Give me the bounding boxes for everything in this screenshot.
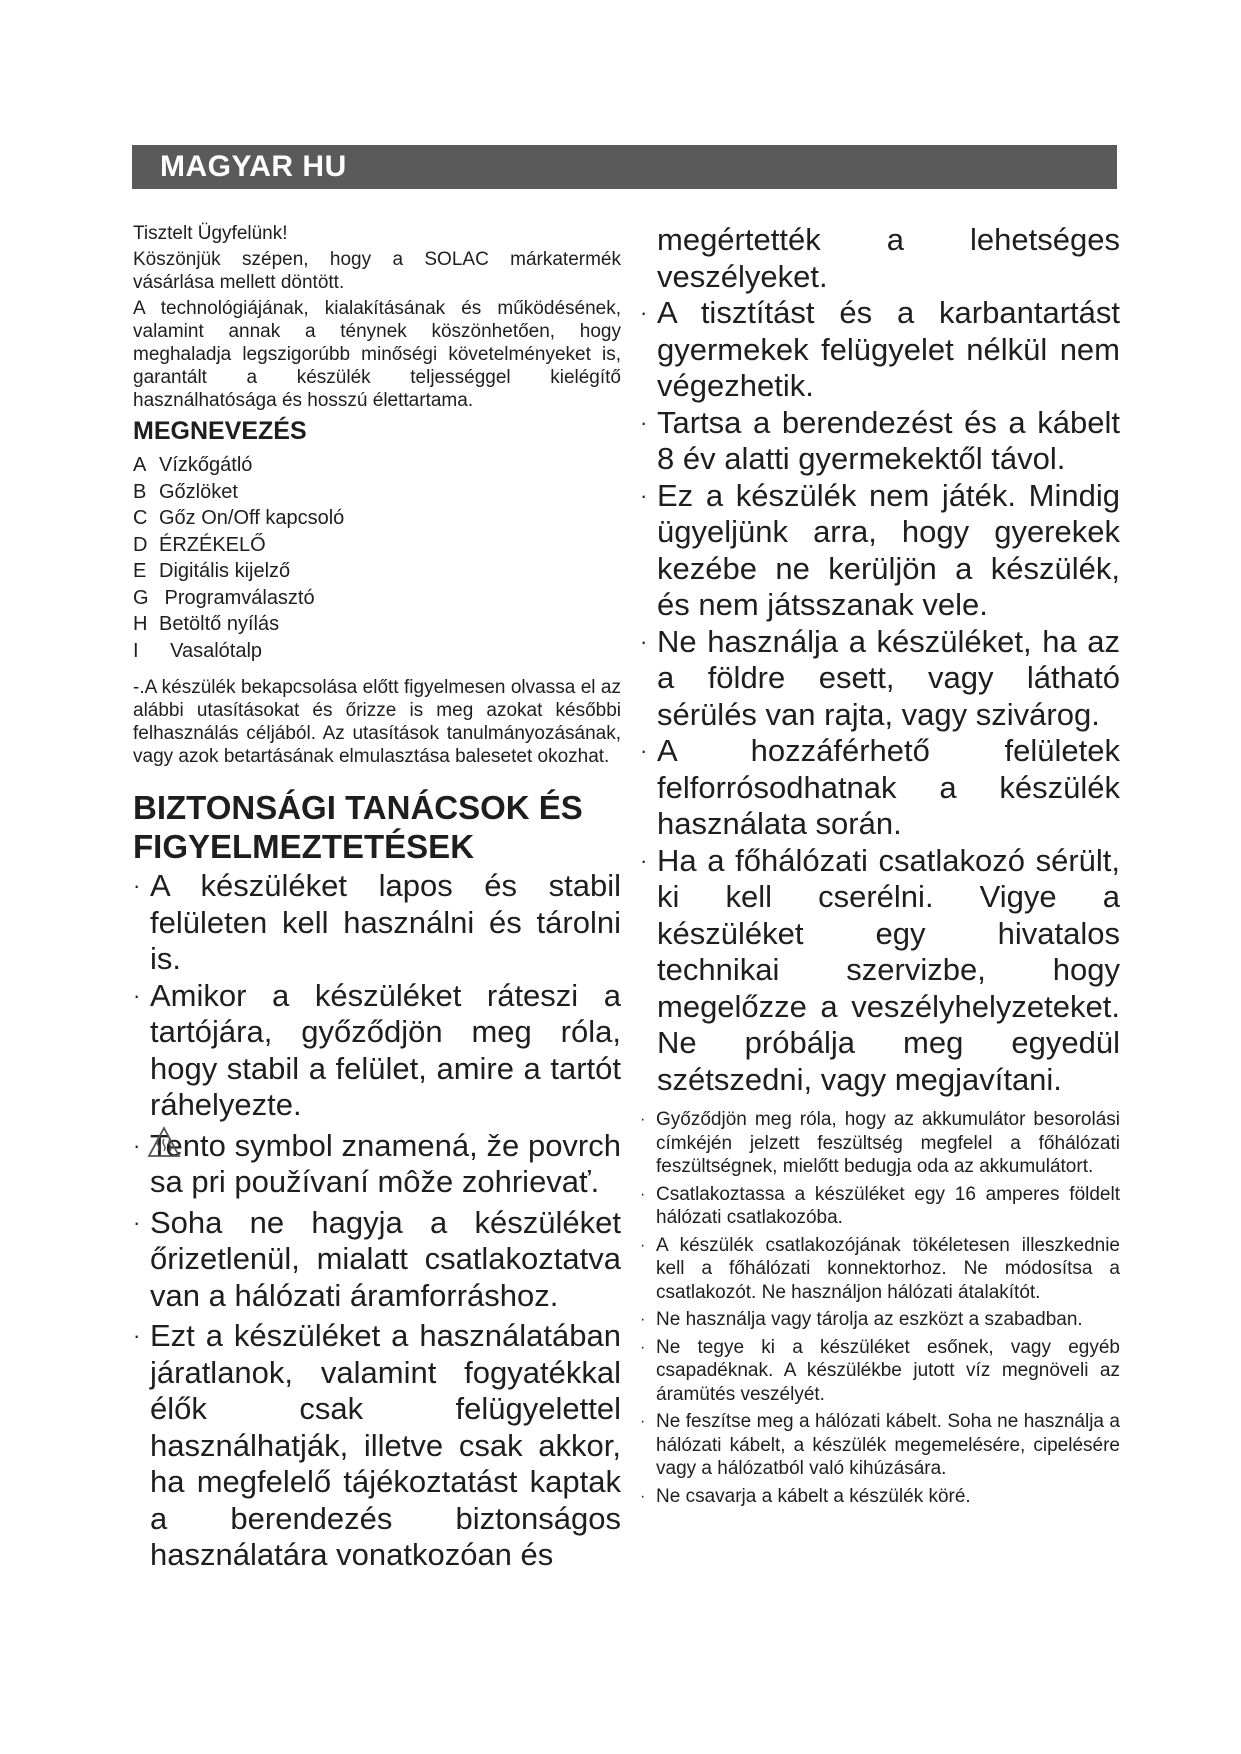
list-item: C Gőz On/Off kapcsoló (133, 507, 345, 529)
list-item: G Programválasztó (133, 586, 315, 609)
intro-paragraph: A technológiájának, kialakításának és működésének, valamint annak a ténynek köszönhetően, hogy meghaladja legszigorúbb minőségi követelményeket is, garantált a készülék teljességgel kielégítő használhatósága és hosszú élettartama. (133, 298, 621, 411)
list-item: · Ha a főhálózati csatlakozó sérült, ki kell cserélni. Vigye a készüléket egy hivatalos technikai szervizbe, hogy megelőzze a veszélyhelyzeteket. Ne próbálja meg egyedül szétszedni, vagy megjavítani. (640, 842, 1120, 1097)
right-column (640, 222, 1120, 1508)
list-item: · Ez a készülék nem játék. Mindig ügyeljünk arra, hogy gyerekek kezébe ne kerüljön a készülék, és nem játsszanak vele. (640, 477, 1120, 622)
small-safety-list (640, 1108, 1120, 1508)
list-item: · Ne csavarja a kábelt a készülék köré. (640, 1485, 971, 1507)
warning-note: -.A készülék bekapcsolása előtt figyelmesen olvassa el az alábbi utasításokat és őrizze is meg azokat későbbi felhasználás céljából. Az utasítások tanulmányozásának, vagy azok betartásának elmulasztása balesetet okozhat. (133, 677, 621, 767)
left-column (133, 222, 621, 1574)
list-item: · Ne feszítse meg a hálózati kábelt. Soha ne használja a hálózati kábelt, a készülék megemelésére, cipelésére vagy a hálózatból való kihúzására. (640, 1411, 1120, 1479)
list-item: · Ne használja a készüléket, ha az a földre esett, vagy látható sérülés van rajta, vagy szivárog. (640, 623, 1120, 732)
continued-text: megértették a lehetséges veszélyeket. (657, 222, 1120, 294)
safety-heading: BIZTONSÁGI TANÁCSOK ÉS FIGYELMEZTETÉSEK (133, 789, 583, 865)
list-item: · Ezt a készüléket a használatában járatlanok, valamint fogyatékkal élők csak felügyelettel használhatják, illetve csak akkor, ha megfelelő tájékoztatást kaptak a berendezés biztonságos használatára vonatkozóan és (133, 1318, 621, 1572)
list-item: · Győződjön meg róla, hogy az akkumulátor besorolási címkéjén jelzett feszültség megfelel a főhálózati feszültségnek, mielőtt bedugja oda az akkumulátort. (640, 1109, 1120, 1177)
list-item: · Ne tegye ki a készüléket esőnek, vagy egyéb csapadéknak. A készülékbe jutott víz megnöveli az áramütés veszélyét. (640, 1336, 1120, 1405)
list-item: · Amikor a készüléket ráteszi a tartójára, győződjön meg róla, hogy stabil a felület, amire a tartót ráhelyezte. (133, 977, 621, 1122)
list-item: I Vasalótalp (133, 639, 263, 662)
list-item: · A készüléket lapos és stabil felületen kell használni és tárolni is. (133, 868, 621, 976)
page-title: MAGYAR HU (160, 150, 347, 183)
list-item: · A hozzáférhető felületek felforrósodhatnak a készülék használata során. (640, 733, 1120, 841)
list-item: E Digitális kijelző (133, 560, 291, 582)
hot-surface-warning-icon (147, 1126, 181, 1158)
greeting: Tisztelt Ügyfelünk! (133, 223, 288, 244)
designation-list (133, 452, 621, 664)
list-item: · A készülék csatlakozójának tökéletesen illeszkednie kell a főhálózati konnektorhoz. Ne módosítsa a csatlakozót. Ne használjon hálózati átalakítót. (640, 1234, 1120, 1303)
list-item: · Ne használja vagy tárolja az eszközt a szabadban. (640, 1309, 1083, 1330)
designation-heading: MEGNEVEZÉS (133, 417, 307, 445)
list-item: H Betöltő nyílás (133, 613, 280, 635)
list-item: · Soha ne hagyja a készüléket őrizetlenül, mialatt csatlakoztatva van a hálózati áramforráshoz. (133, 1204, 621, 1313)
list-item: A Vízkőgátló (133, 454, 253, 476)
header-bar (132, 145, 1117, 189)
list-item: D ÉRZÉKELŐ (133, 533, 266, 556)
list-item: · A tisztítást és a karbantartást gyermekek felügyelet nélkül nem végezhetik. (640, 295, 1120, 403)
thanks-paragraph: Köszönjük szépen, hogy a SOLAC márkatermék vásárlása mellett döntött. (133, 249, 621, 293)
list-item: B Gőzlöket (133, 480, 238, 503)
list-item: · Tartsa a berendezést és a kábelt 8 év alatti gyermekektől távol. (640, 404, 1120, 476)
list-item: · Tento symbol znamená, že povrch sa pri používaní môže zohrievať. (133, 1127, 621, 1199)
list-item: · Csatlakoztassa a készüléket egy 16 amperes földelt hálózati csatlakozóba. (640, 1183, 1120, 1228)
